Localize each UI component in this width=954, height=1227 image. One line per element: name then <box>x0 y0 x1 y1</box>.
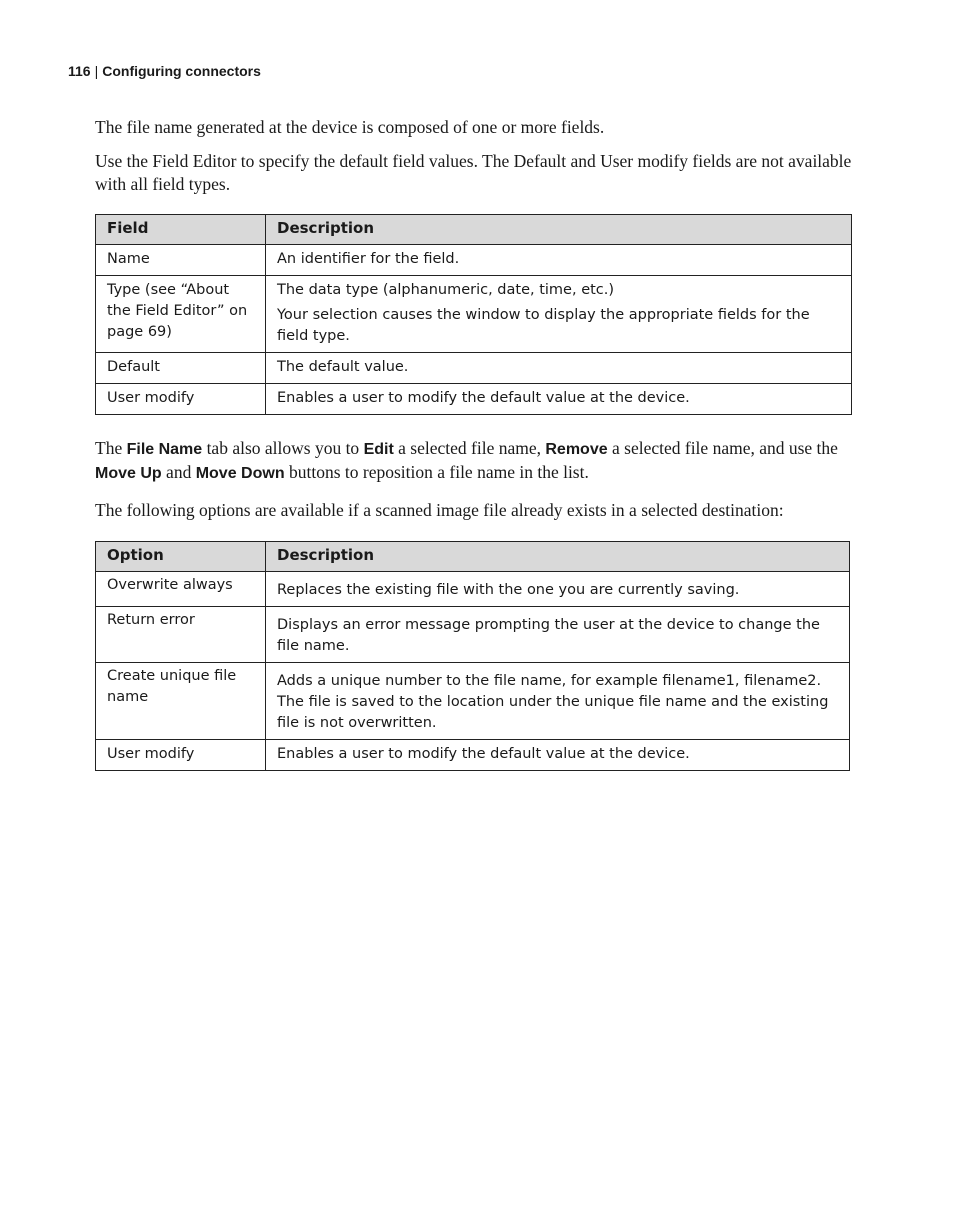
field-table <box>95 214 852 415</box>
section-title: Configuring connectors <box>102 63 261 79</box>
description-cell: Adds a unique number to the file name, for example filename1, filename2. The file is saved to the location under the unique file name and the existing file is not overwritten. <box>266 663 850 740</box>
table-row <box>96 353 852 384</box>
description-text: An identifier for the field. <box>277 251 460 267</box>
field-name-cell: Name <box>96 245 266 276</box>
header-separator: | <box>94 63 99 79</box>
ui-term-edit: Edit <box>363 441 394 458</box>
option-name-cell: Create unique file name <box>96 663 266 740</box>
table-header-row <box>96 542 850 572</box>
paragraph-file-name-tab <box>95 437 852 485</box>
table-row <box>96 663 850 740</box>
table-row <box>96 607 850 663</box>
description-cell <box>266 245 852 276</box>
option-name-cell: User modify <box>96 740 266 771</box>
ui-term-move-down: Move Down <box>195 465 285 482</box>
description-text: The default value. <box>277 359 409 375</box>
page-number: 116 <box>68 63 91 79</box>
paragraph-field-editor: Use the Field Editor to specify the default field values. The Default and User modify fields are not available with all field types. <box>95 151 852 194</box>
field-name-cell: User modify <box>96 384 266 415</box>
option-name-cell: Overwrite always <box>96 572 266 607</box>
text-run: The <box>95 438 127 458</box>
text-run: buttons to reposition a file name in the list. <box>284 462 589 482</box>
column-header-description: Description <box>266 215 852 245</box>
text-run: and <box>161 462 196 482</box>
field-name-cell: Default <box>96 353 266 384</box>
text-run: a selected file name, <box>393 438 546 458</box>
column-header-option: Option <box>96 542 266 572</box>
running-header <box>68 63 261 79</box>
paragraph-file-name-fields: The file name generated at the device is composed of one or more fields. <box>95 117 605 137</box>
text-run: a selected file name, and use the <box>607 438 838 458</box>
description-cell: Displays an error message prompting the user at the device to change the file name. <box>266 607 850 663</box>
column-header-field: Field <box>96 215 266 245</box>
paragraph-options-intro: The following options are available if a scanned image file already exists in a selected destination: <box>95 500 784 520</box>
table-row <box>96 740 850 771</box>
ui-term-move-up: Move Up <box>95 465 162 482</box>
description-cell: Enables a user to modify the default value at the device. <box>266 740 850 771</box>
table-row <box>96 276 852 353</box>
description-text: Enables a user to modify the default value at the device. <box>277 390 690 406</box>
column-header-description: Description <box>266 542 850 572</box>
field-name-cell: Type (see “About the Field Editor” on page 69) <box>96 276 266 353</box>
table-header-row <box>96 215 852 245</box>
option-name-cell: Return error <box>96 607 266 663</box>
description-cell <box>266 353 852 384</box>
table-row <box>96 245 852 276</box>
description-cell <box>266 384 852 415</box>
option-table <box>95 541 850 771</box>
description-cell <box>266 276 852 353</box>
description-text: Your selection causes the window to display the appropriate fields for the field type. <box>277 307 810 344</box>
text-run: tab also allows you to <box>202 438 364 458</box>
table-row <box>96 384 852 415</box>
description-text: The data type (alphanumeric, date, time, etc.) <box>277 282 615 298</box>
page-content <box>95 116 852 771</box>
table-row <box>96 572 850 607</box>
description-cell: Replaces the existing file with the one you are currently saving. <box>266 572 850 607</box>
ui-term-file-name: File Name <box>126 441 203 458</box>
ui-term-remove: Remove <box>545 441 608 458</box>
